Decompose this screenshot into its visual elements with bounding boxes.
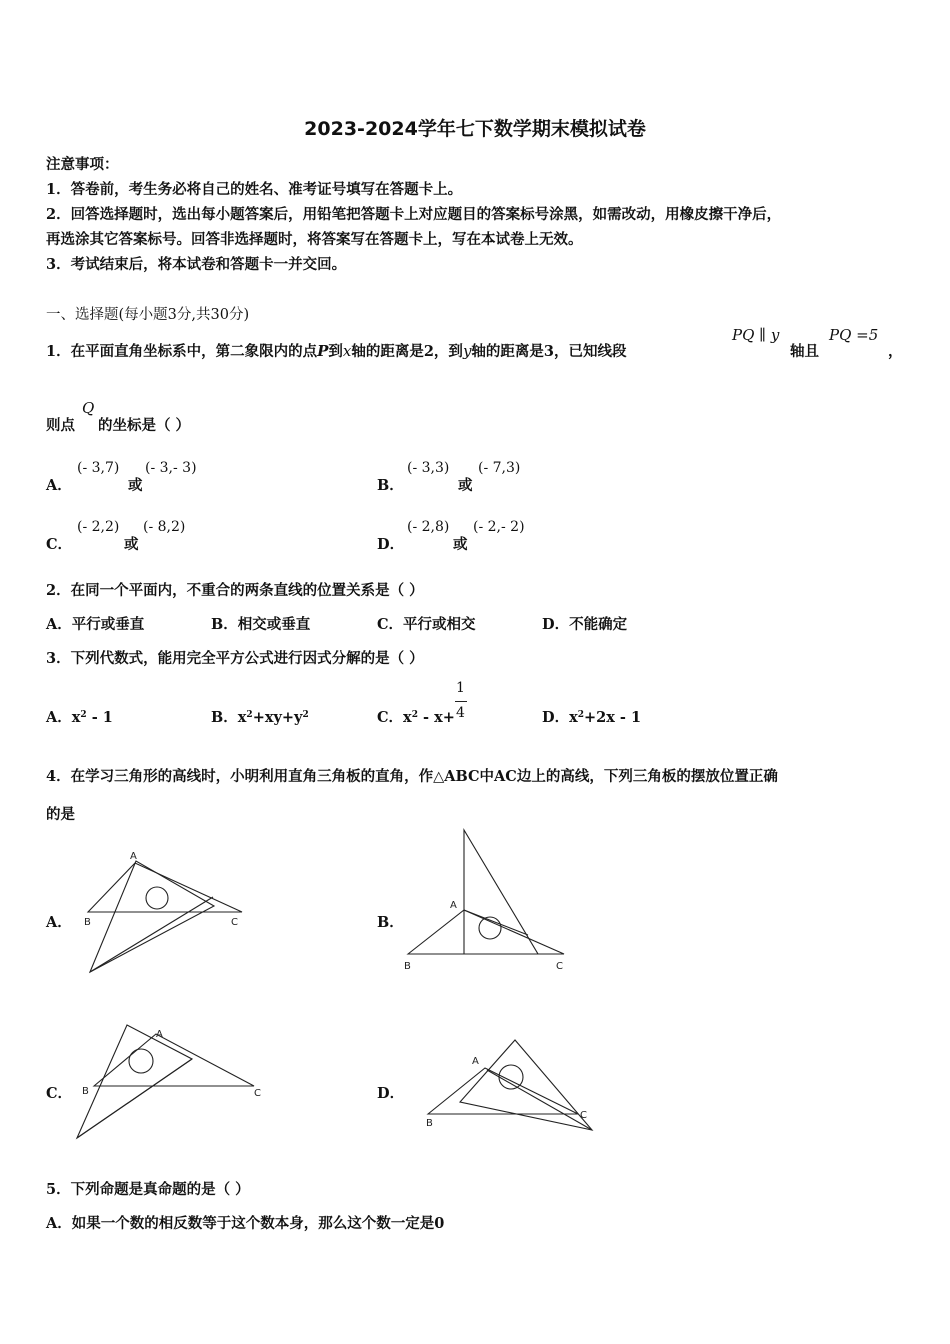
vertex-c-label: C	[254, 1088, 261, 1099]
q2-option-d[interactable]: D．不能确定	[542, 616, 628, 633]
triangle-abc	[94, 1034, 254, 1086]
q4-stem-line2: 的是	[46, 806, 75, 823]
set-square	[460, 1040, 592, 1130]
q1-option-c-value1: (- 2,2)	[77, 519, 120, 535]
q1-option-b-value2: (- 7,3)	[478, 460, 521, 476]
page-title: 2023-2024学年七下数学期末模拟试卷	[304, 118, 646, 140]
vertex-c-label: C	[231, 917, 238, 928]
q1-pq-length: PQ =5	[829, 326, 879, 344]
vertex-a-label: A	[450, 900, 457, 911]
q5-stem: 5．下列命题是真命题的是（ ）	[46, 1181, 250, 1198]
q3-option-c-fraction-bar	[455, 701, 467, 702]
notice-item-3: 3．考试结束后，将本试卷和答题卡一并交回。	[46, 256, 347, 273]
set-square-hypotenuse	[90, 897, 213, 972]
q1-option-d-or: 或	[453, 536, 468, 553]
vertex-c-label: C	[556, 961, 563, 972]
q4-option-d-label[interactable]: D．	[377, 1085, 405, 1102]
notice-item-1: 1．答卷前，考生务必将自己的姓名、准考证号填写在答题卡上。	[46, 181, 463, 198]
q4-option-c-label[interactable]: C．	[46, 1085, 73, 1102]
q4-option-b-label[interactable]: B．	[377, 914, 404, 931]
q4-stem-line1: 4．在学习三角形的高线时，小明利用直角三角板的直角，作△ABC中AC边上的高线，下列三角板的摆放位置正确	[46, 768, 778, 785]
q5-option-a[interactable]: A．如果一个数的相反数等于这个数本身，那么这个数一定是0	[46, 1215, 445, 1232]
q4-figure-a[interactable]	[80, 845, 250, 980]
q3-option-d[interactable]: D．$x^2+2x - 1$	[542, 709, 642, 726]
q1-option-a-value2: (- 3,- 3)	[145, 460, 197, 476]
q2-stem: 2．在同一个平面内，不重合的两条直线的位置关系是（ ）	[46, 582, 424, 599]
q1-option-a-value1: (- 3,7)	[77, 460, 120, 476]
q1-option-d-label[interactable]: D．	[377, 536, 405, 553]
triangle-abc	[88, 863, 242, 912]
set-square	[464, 830, 538, 954]
q1-option-c-value2: (- 8,2)	[143, 519, 186, 535]
q1-comma: ，	[888, 343, 903, 360]
q3-option-c-numerator: 1	[456, 680, 465, 696]
q1-point-q: Q	[82, 399, 95, 417]
q1-option-b-label[interactable]: B．	[377, 477, 404, 494]
q2-option-b[interactable]: B．相交或垂直	[211, 616, 311, 633]
vertex-b-label: B	[82, 1086, 89, 1097]
notice-item-2-cont: 再选涂其它答案标号。回答非选择题时，将答案写在答题卡上，写在本试卷上无效。	[46, 231, 583, 248]
vertex-a-label: A	[156, 1029, 163, 1040]
q1-pq-parallel: PQ ∥ y	[732, 326, 780, 344]
q1-option-a-label[interactable]: A．	[46, 477, 72, 494]
q1-line2-b: 的坐标是（ ）	[98, 417, 191, 434]
q2-option-c[interactable]: C．平行或相交	[377, 616, 476, 633]
vertex-b-label: B	[426, 1118, 433, 1129]
q1-option-b-value1: (- 3,3)	[407, 460, 450, 476]
q1-option-a-or: 或	[128, 477, 143, 494]
q3-option-c-denominator: 4	[456, 705, 465, 721]
q4-option-a-label[interactable]: A．	[46, 914, 72, 931]
set-square-hole	[129, 1049, 153, 1073]
q1-axis-and: 轴且	[790, 343, 819, 360]
q3-stem: 3．下列代数式，能用完全平方公式进行因式分解的是（ ）	[46, 650, 424, 667]
notice-heading: 注意事项：	[46, 156, 119, 173]
q1-option-c-label[interactable]: C．	[46, 536, 73, 553]
q1-stem-line1: 1．在平面直角坐标系中，第二象限内的点P到x轴的距离是2，到y轴的距离是3，已知线段	[46, 342, 627, 360]
triangle-abc	[428, 1068, 578, 1114]
set-square	[90, 861, 214, 972]
set-square	[77, 1025, 192, 1138]
set-square-inner-edge	[464, 910, 528, 935]
q3-option-a[interactable]: A．$x^2 - 1$	[46, 709, 113, 726]
notice-item-2: 2．回答选择题时，选出每小题答案后，用铅笔把答题卡上对应题目的答案标号涂黑，如需改动，用橡皮擦干净后，	[46, 206, 782, 223]
q1-option-d-value2: (- 2,- 2)	[473, 519, 525, 535]
q3-option-b[interactable]: B．$x^2+xy+y^2$	[211, 709, 309, 726]
q1-line2-a: 则点	[46, 417, 75, 434]
q2-option-a[interactable]: A．平行或垂直	[46, 616, 145, 633]
set-square-hole	[146, 887, 168, 909]
vertex-c-label: C	[580, 1110, 587, 1121]
set-square-inner-edge	[487, 1070, 592, 1130]
vertex-b-label: B	[84, 917, 91, 928]
triangle-abc	[408, 910, 564, 954]
q4-figure-c[interactable]	[72, 1020, 267, 1145]
vertex-a-label: A	[472, 1056, 479, 1067]
vertex-b-label: B	[404, 961, 411, 972]
q1-option-c-or: 或	[124, 536, 139, 553]
q4-figure-b[interactable]	[400, 825, 575, 980]
q1-option-d-value1: (- 2,8)	[407, 519, 450, 535]
section-heading: 一、选择题(每小题3分,共30分)	[46, 307, 250, 323]
vertex-a-label: A	[130, 851, 137, 862]
q3-option-c[interactable]: C．$x^2 - x+$	[377, 709, 455, 726]
q4-figure-d[interactable]	[420, 1030, 600, 1135]
q1-option-b-or: 或	[458, 477, 473, 494]
